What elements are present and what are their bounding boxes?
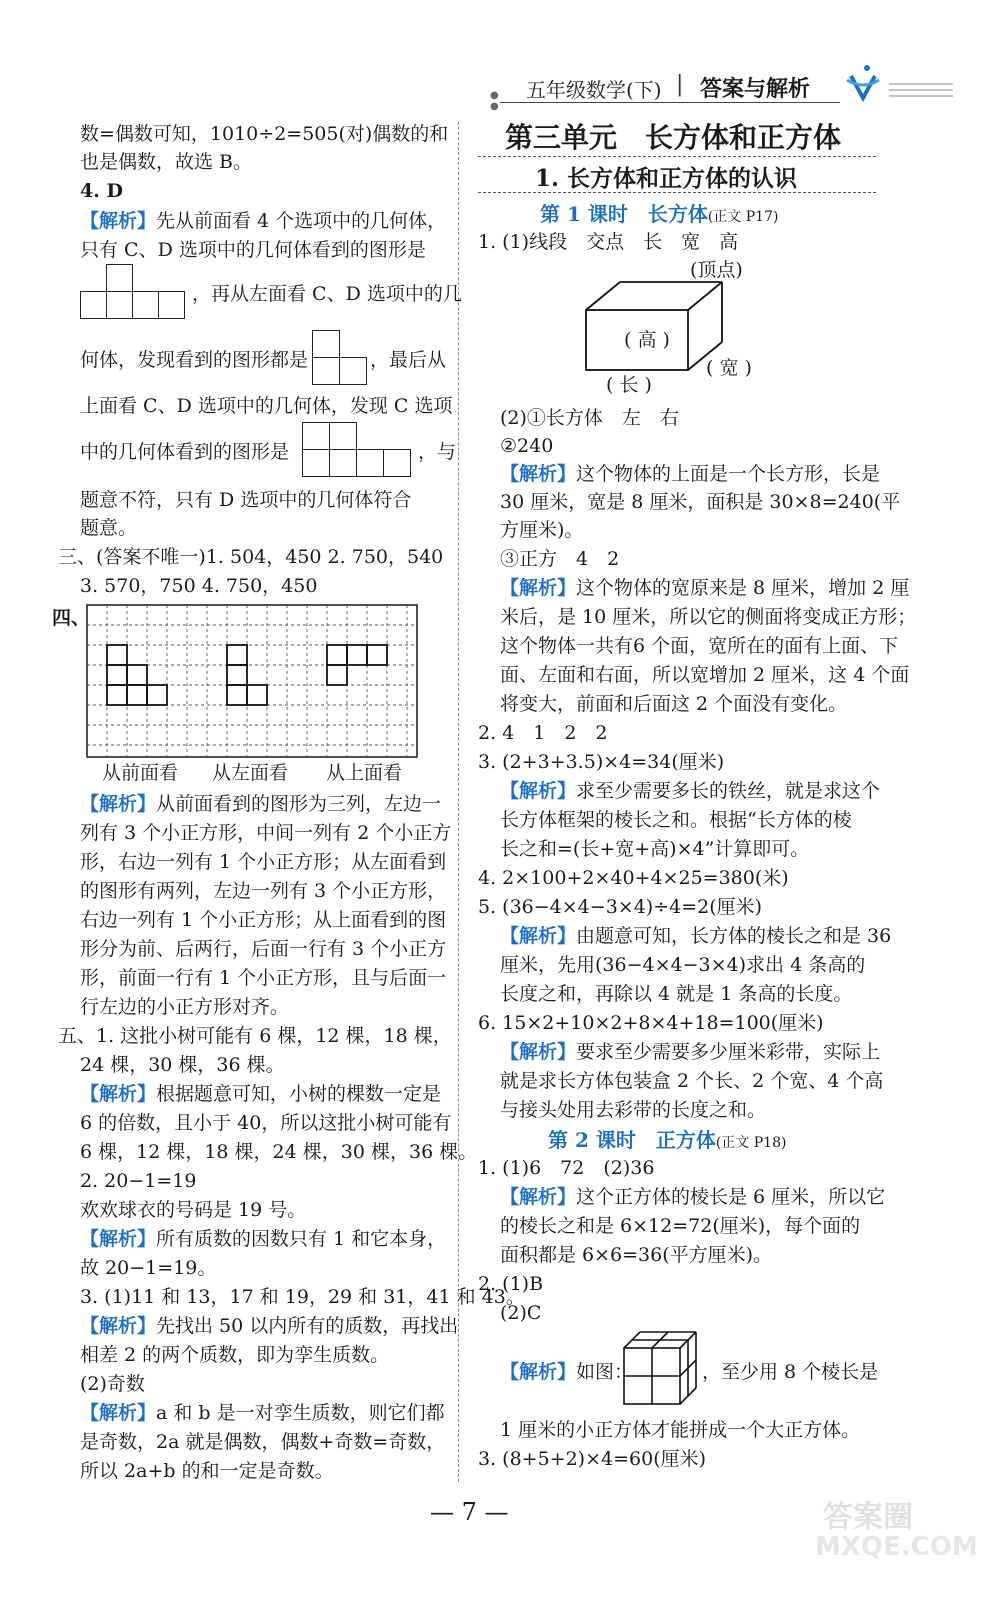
analysis-text: 从前面看到的图形为三列，左边一: [156, 793, 442, 815]
text-line: (2)奇数: [80, 1373, 145, 1395]
text-line: 长方体框架的棱长之和。根据“长方体的棱: [500, 809, 852, 831]
analysis-line: [80, 1399, 445, 1427]
analysis-line: [80, 1080, 441, 1108]
subtitle-rule: [478, 192, 876, 193]
analysis-line: [500, 574, 909, 602]
text-line: 面积都是 6×6=36(平方厘米)。: [500, 1244, 773, 1266]
section-3-line1: 三、(答案不唯一)1. 504，450 2. 750，540: [58, 546, 444, 568]
header-divider: |: [676, 72, 684, 97]
text-line: 的棱长之和是 6×12=72(厘米)，每个面的: [500, 1215, 861, 1237]
analysis-line: [80, 207, 446, 235]
analysis-tag: 【解析】: [500, 1041, 577, 1063]
text-line: 是奇数，2a 就是偶数，偶数+奇数=奇数，: [80, 1431, 446, 1453]
analysis-text: 如图：: [576, 1361, 634, 1383]
lesson-1-ref: (正文 P17): [707, 209, 779, 225]
lesson-2-title: 第 2 课时 正方体: [548, 1128, 716, 1152]
analysis-line: [500, 460, 880, 488]
text-line: 数=偶数可知，1010÷2=505(对)偶数的和: [80, 123, 449, 145]
answer-r9: 6. 15×2+10×2+8×4+18=100(厘米): [478, 1012, 824, 1034]
analysis-text: 根据题意可知，小树的棵数一定是: [156, 1083, 442, 1105]
cuboid-label-vertex: (顶点): [690, 259, 743, 281]
answer-4: 4. D: [80, 180, 123, 202]
analysis-line: [80, 1312, 458, 1340]
text-line: 上面看 C、D 选项中的几何体，发现 C 选项: [80, 395, 453, 417]
text-line: 题意。: [80, 517, 138, 539]
lesson-1-title: 第 1 课时 长方体: [540, 202, 708, 226]
answer-3: 3. (1)11 和 13，17 和 19，29 和 31，41 和 43。: [80, 1286, 525, 1308]
analysis-tag: 【解析】: [80, 1315, 157, 1337]
answer-r1: 1. (1)线段 交点 长 宽 高: [478, 231, 739, 253]
grid-label-front: 从前面看: [102, 762, 179, 784]
analysis-line: [500, 1038, 880, 1066]
text-line: 米后，是 10 厘米，所以它的侧面将变成正方形；: [500, 606, 917, 628]
front-view-figure: [80, 264, 188, 320]
section-subtitle: 1. 长方体和正方体的认识: [535, 165, 798, 192]
answer-r2: (2)①长方体 左 右: [500, 407, 679, 429]
text-line: 行左边的小正方形对齐。: [80, 996, 290, 1018]
text-line: 长之和=(长+宽+高)×4”计算即可。: [500, 838, 810, 860]
text-line: 欢欢球衣的号码是 19 号。: [80, 1199, 307, 1221]
analysis-line: [80, 1225, 446, 1253]
column-separator: [458, 122, 460, 1482]
answer-r7: 4. 2×100+2×40+4×25=380(米): [478, 867, 789, 889]
text-line: 30 厘米，宽是 8 厘米，面积是 30×8=240(平: [500, 491, 901, 513]
analysis-text: 求至少需要多长的铁丝，就是求这个: [576, 780, 881, 802]
analysis-tag: 【解析】: [500, 780, 577, 802]
text-line: 题意不符，只有 D 选项中的几何体符合: [80, 489, 412, 511]
analysis-tag: 【解析】: [500, 1186, 577, 1208]
answer-r4: ③正方 4 2: [500, 548, 620, 570]
text-line: 就是求长方体包装盒 2 个长、2 个宽、4 个高: [500, 1070, 884, 1092]
text-line: 长度之和，再除以 4 就是 1 条高的长度。: [500, 983, 853, 1005]
text-line: 形，前面一行有 1 个小正方形，且与后面一: [80, 967, 447, 989]
left-view-figure: [312, 330, 370, 386]
text-line: 右边一列有 1 个小正方形；从上面看到的图: [80, 909, 447, 931]
analysis-text: 这个物体的上面是一个长方形，长是: [576, 463, 881, 485]
text-line: 故 20−1=19。: [80, 1257, 217, 1279]
text-line: 24 棵，30 棵，36 棵。: [80, 1054, 285, 1076]
text-line: 列有 3 个小正方形，中间一列有 2 个小正方: [80, 822, 452, 844]
text-line: 何体，发现看到的图形都是: [80, 349, 309, 371]
analysis-text: 所有质数的因数只有 1 和它本身，: [156, 1228, 447, 1250]
analysis-text: 由题意可知，长方体的棱长之和是 36: [576, 925, 892, 947]
section-3-line2: 3. 570，750 4. 750，450: [80, 575, 318, 597]
analysis-text: 这个物体的宽原来是 8 厘米，增加 2 厘: [576, 577, 910, 599]
unit-title-rule: [478, 156, 876, 157]
text-line: 与接头处用去彩带的长度之和。: [500, 1099, 767, 1121]
analysis-line: [500, 777, 880, 805]
three-view-grid: [86, 604, 418, 758]
text-line: 中的几何体看到的图形是: [80, 441, 290, 463]
cuboid-label-height: ( 高 ): [624, 329, 670, 351]
answer-r5: 2. 4 1 2 2: [478, 722, 608, 744]
answer-r3: ②240: [500, 435, 554, 457]
text-line: 所以 2a+b 的和一定是奇数。: [80, 1460, 334, 1482]
text-line: 将变大，前面和后面这 2 个面没有变化。: [500, 693, 848, 715]
grid-label-left: 从左面看: [212, 762, 289, 784]
text-line: 形分为前、后两行，后面一行有 3 个小正方: [80, 938, 447, 960]
analysis-tag: 【解析】: [80, 210, 157, 232]
cuboid-label-width: ( 宽 ): [706, 357, 752, 379]
section-4-label: 四、: [52, 607, 91, 629]
analysis-tag: 【解析】: [80, 1083, 157, 1105]
text-line: 方厘米)。: [500, 519, 584, 541]
cuboid-label-length: ( 长 ): [606, 374, 652, 396]
answer-r8: 5. (36−4×4−3×4)÷4=2(厘米): [478, 896, 763, 918]
top-view-figure-c: [302, 422, 412, 478]
text-line: 形，右边一列有 1 个小正方形；从左面看到: [80, 851, 447, 873]
analysis-tag: 【解析】: [500, 925, 577, 947]
answer-r11: 2. (1)B: [478, 1273, 544, 1295]
analysis-text: 要求至少需要多少厘米彩带，实际上: [576, 1041, 881, 1063]
unit-title: 第三单元 长方体和正方体: [505, 121, 842, 154]
header-underline: [500, 102, 840, 103]
analysis-text: 先从前面看 4 个选项中的几何体，: [156, 210, 447, 232]
watermark-text: MXQE.COM: [815, 1532, 978, 1562]
text-line: 1 厘米的小正方体才能拼成一个大正方体。: [500, 1419, 861, 1441]
analysis-tag: 【解析】: [80, 1228, 157, 1250]
analysis-line: [500, 922, 891, 950]
analysis-tag: 【解析】: [80, 793, 157, 815]
text-line: 这个物体一共有6 个面，宽所在的面有上面、下: [500, 635, 899, 657]
header-book-title: 五年级数学(下): [526, 78, 662, 102]
text-line: 也是偶数，故选 B。: [80, 151, 253, 173]
text-line: 相差 2 的两个质数，即为孪生质数。: [80, 1344, 390, 1366]
text-line: ，再从左面看 C、D 选项中的几: [192, 283, 462, 305]
grid-label-top: 从上面看: [326, 762, 403, 784]
text-line: 只有 C、D 选项中的几何体看到的图形是: [80, 239, 426, 261]
answer-r10: 1. (1)6 72 (2)36: [478, 1157, 655, 1179]
text-line: 6 棵，12 棵，18 棵，24 棵，30 棵，36 棵。: [80, 1141, 478, 1163]
answer-r13: 3. (8+5+2)×4=60(厘米): [478, 1448, 707, 1470]
header-section-title: 答案与解析: [700, 76, 811, 102]
text-line: ，最后从: [370, 349, 447, 371]
text-line: ，与: [418, 441, 457, 463]
text-line: ，至少用 8 个棱长是: [702, 1361, 879, 1383]
text-line: 厘米，先用(36−4×4−3×4)求出 4 条高的: [500, 954, 866, 976]
lesson-2-heading: [548, 1124, 786, 1153]
cube-diagram: [620, 1328, 700, 1408]
analysis-tag: 【解析】: [500, 577, 577, 599]
text-line: 的图形有两列，左边一列有 3 个小正方形，: [80, 880, 447, 902]
answer-r12: (2)C: [500, 1302, 542, 1324]
analysis-text: a 和 b 是一对孪生质数，则它们都: [156, 1402, 445, 1424]
answer-r6: 3. (2+3+3.5)×4=34(厘米): [478, 751, 725, 773]
analysis-tag: 【解析】: [80, 1402, 157, 1424]
watermark-logo: [815, 1488, 978, 1568]
lesson-1-heading: [540, 198, 778, 227]
analysis-line: [500, 1183, 885, 1211]
analysis-line: [80, 790, 441, 818]
section-5-line1: 五、1. 这批小树可能有 6 棵，12 棵，18 棵，: [58, 1025, 452, 1047]
page-number: — 7 —: [430, 1498, 509, 1526]
lesson-2-ref: (正文 P18): [715, 1135, 787, 1151]
book-logo-icon: [845, 62, 955, 108]
analysis-tag: 【解析】: [500, 463, 577, 485]
analysis-tag: 【解析】: [500, 1361, 577, 1383]
watermark-cn: 答案圈: [823, 1500, 913, 1535]
analysis-line: [500, 1358, 633, 1386]
text-line: 面、左面和右面，所以宽增加 2 厘米，这 4 个面: [500, 664, 910, 686]
analysis-text: 先找出 50 以内所有的质数，再找出: [156, 1315, 459, 1337]
header-bar: [490, 62, 970, 112]
header-dots-decoration: ● ●: [490, 90, 499, 112]
answer-2: 2. 20−1=19: [80, 1170, 197, 1192]
text-line: 6 的倍数，且小于 40，所以这批小树可能有: [80, 1112, 452, 1134]
analysis-text: 这个正方体的棱长是 6 厘米，所以它: [576, 1186, 886, 1208]
